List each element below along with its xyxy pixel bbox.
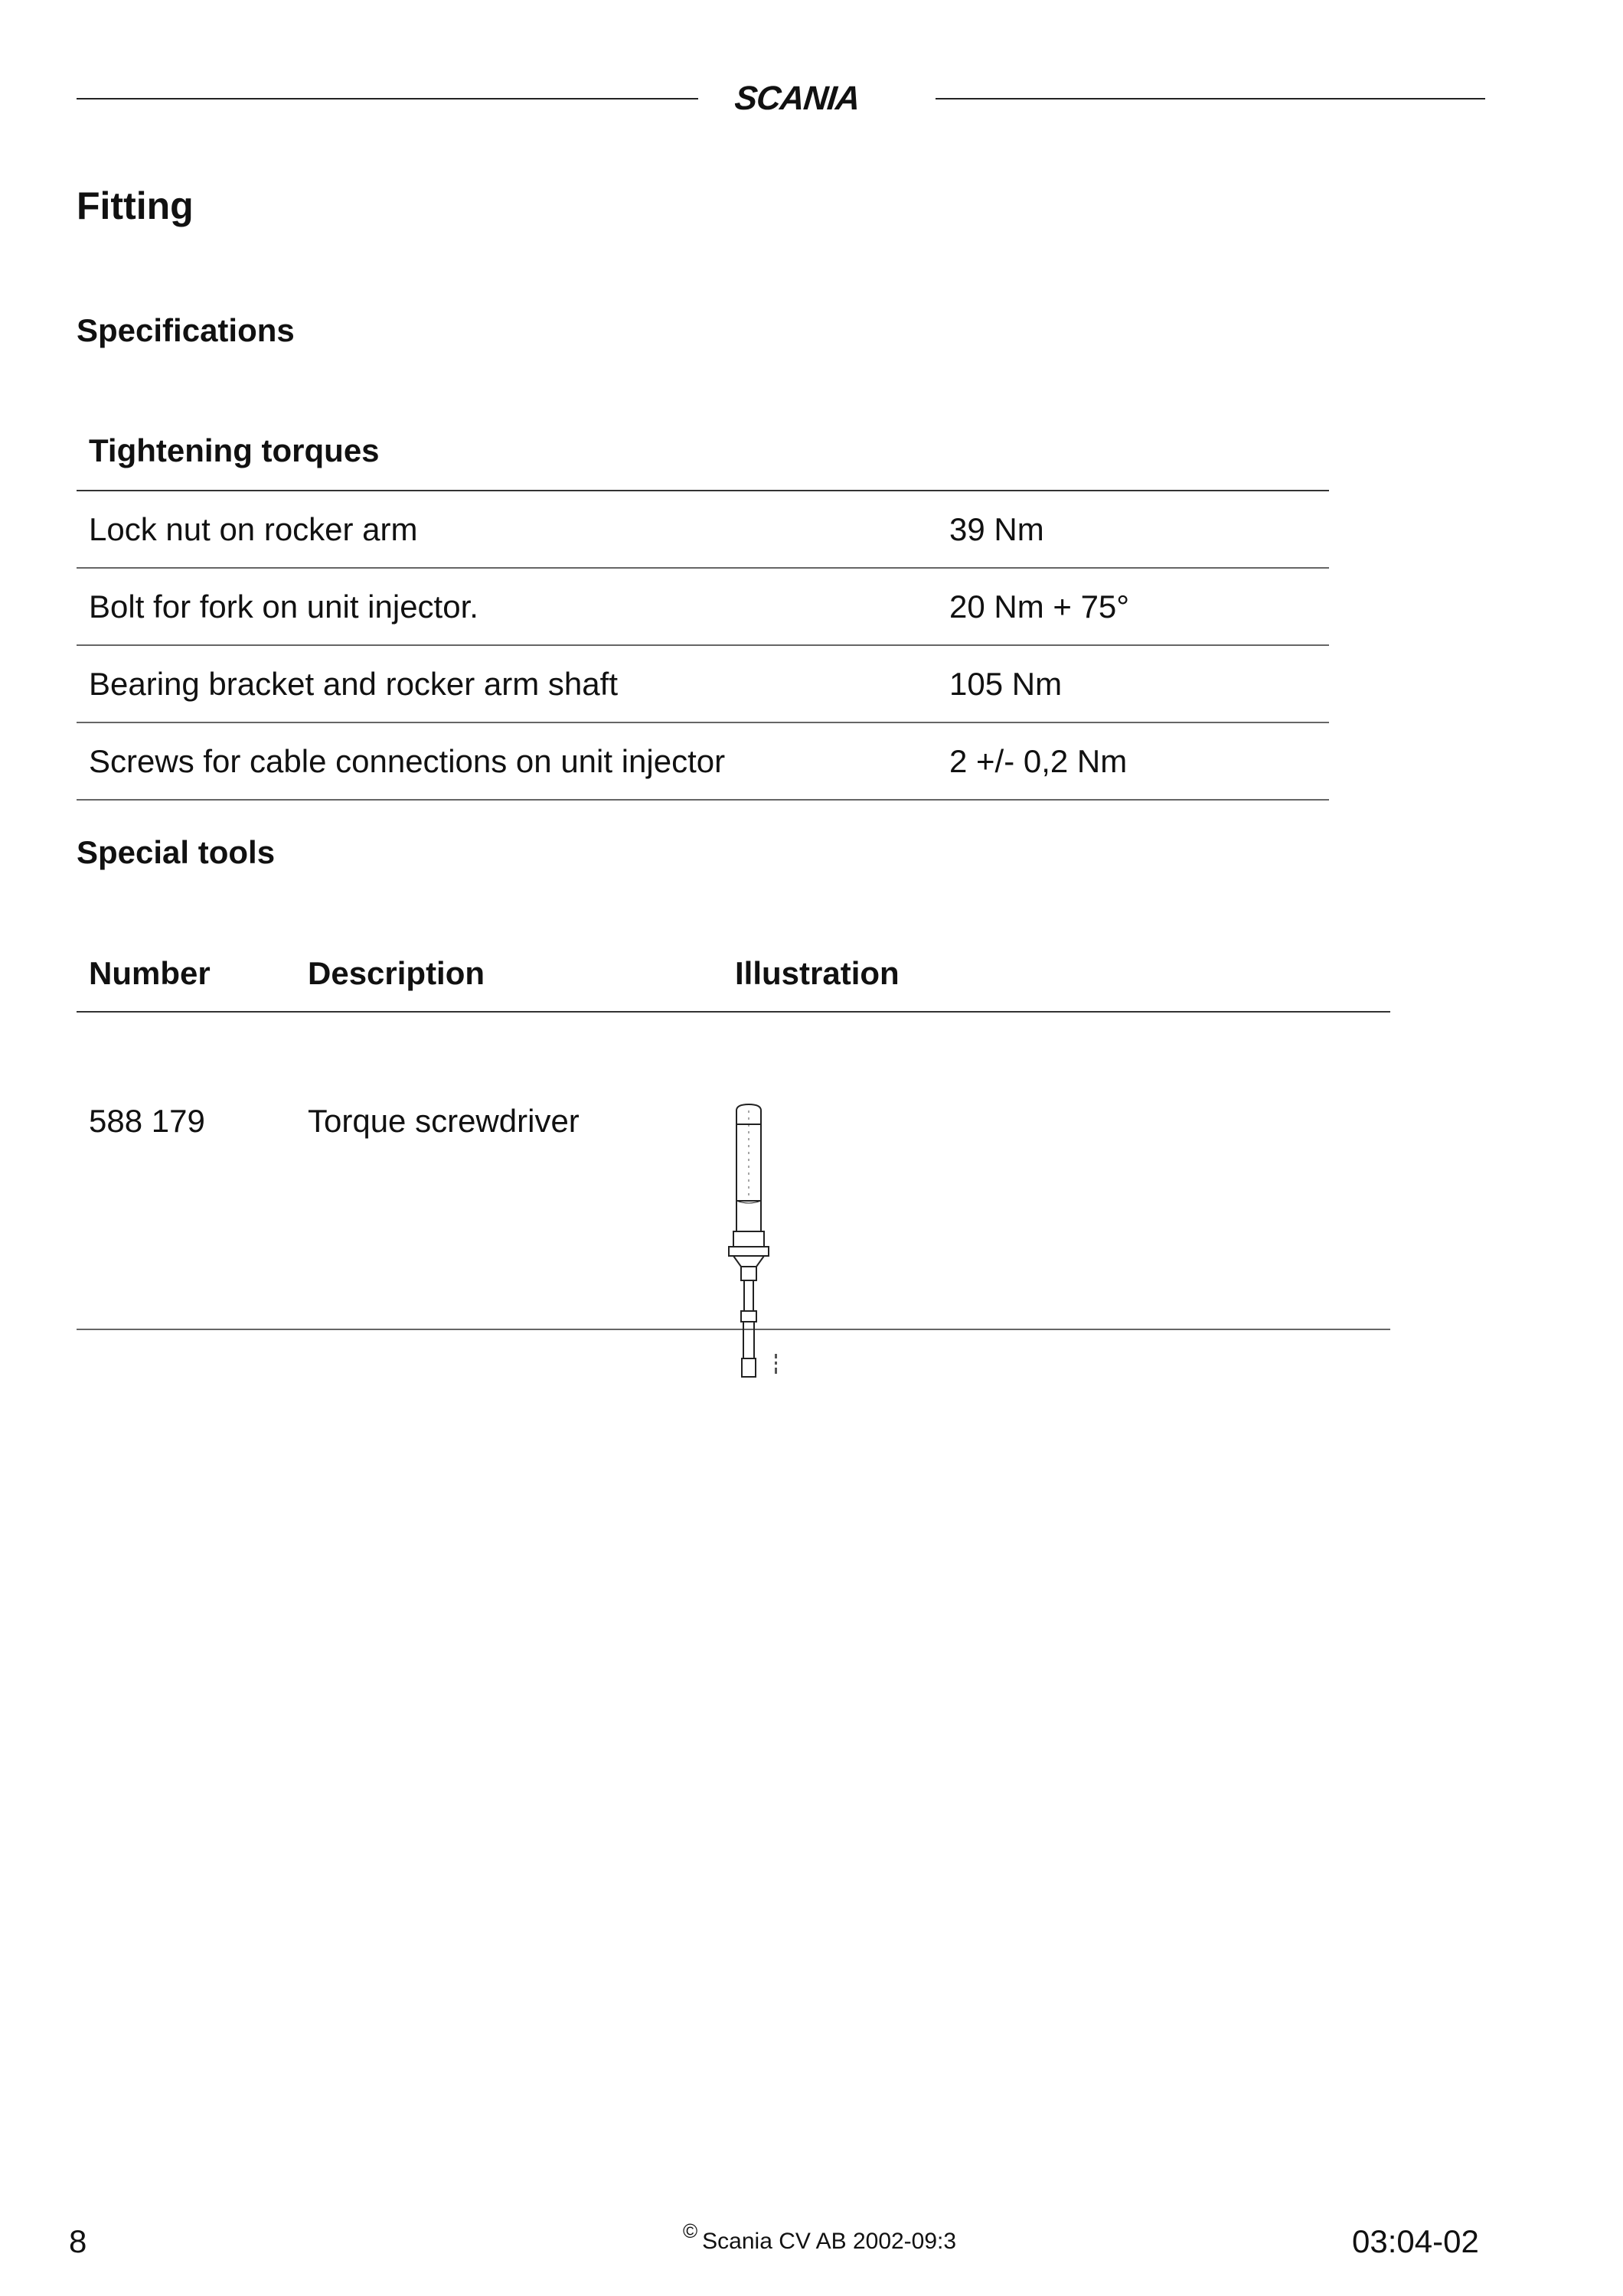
table-row	[77, 1013, 1390, 1330]
document-code: 03:04-02	[1352, 2223, 1479, 2259]
number-column-header: Number	[89, 955, 211, 991]
torque-value: 2 +/- 0,2 Nm	[949, 743, 1128, 779]
torque-value: 20 Nm + 75°	[949, 589, 1130, 625]
torque-value: 105 Nm	[949, 666, 1063, 702]
special-tools-table	[77, 944, 1390, 1330]
special-tools-heading: Special tools	[77, 834, 276, 870]
tool-number: 588 179	[89, 1103, 205, 1139]
torque-screwdriver-icon	[726, 1101, 795, 1384]
illustration-column-header: Illustration	[735, 955, 900, 991]
table-header	[77, 425, 1329, 491]
torque-item: Lock nut on rocker arm	[89, 511, 418, 547]
table-row	[77, 491, 1329, 569]
tightening-torques-heading: Tightening torques	[89, 432, 380, 468]
tool-description: Torque screwdriver	[308, 1103, 580, 1139]
header-rule-right	[936, 98, 1485, 99]
table-row	[77, 723, 1329, 801]
torque-item: Bolt for fork on unit injector.	[89, 589, 478, 625]
torque-item: Bearing bracket and rocker arm shaft	[89, 666, 618, 702]
copyright-text: Scania CV AB 2002-09:3	[702, 2229, 957, 2254]
table-row	[77, 569, 1329, 646]
copyright	[683, 2219, 956, 2255]
specifications-heading: Specifications	[77, 312, 295, 348]
scania-logo: SCANIA	[733, 80, 862, 117]
tightening-torques-table	[77, 425, 1329, 801]
torque-value: 39 Nm	[949, 511, 1044, 547]
table-header	[77, 944, 1390, 1013]
table-row	[77, 646, 1329, 723]
description-column-header: Description	[308, 955, 485, 991]
page-number: 8	[69, 2223, 87, 2259]
page-title: Fitting	[77, 184, 194, 227]
copyright-symbol: ©	[683, 2219, 698, 2242]
torque-item: Screws for cable connections on unit injector	[89, 743, 726, 779]
header-rule-left	[77, 98, 698, 99]
